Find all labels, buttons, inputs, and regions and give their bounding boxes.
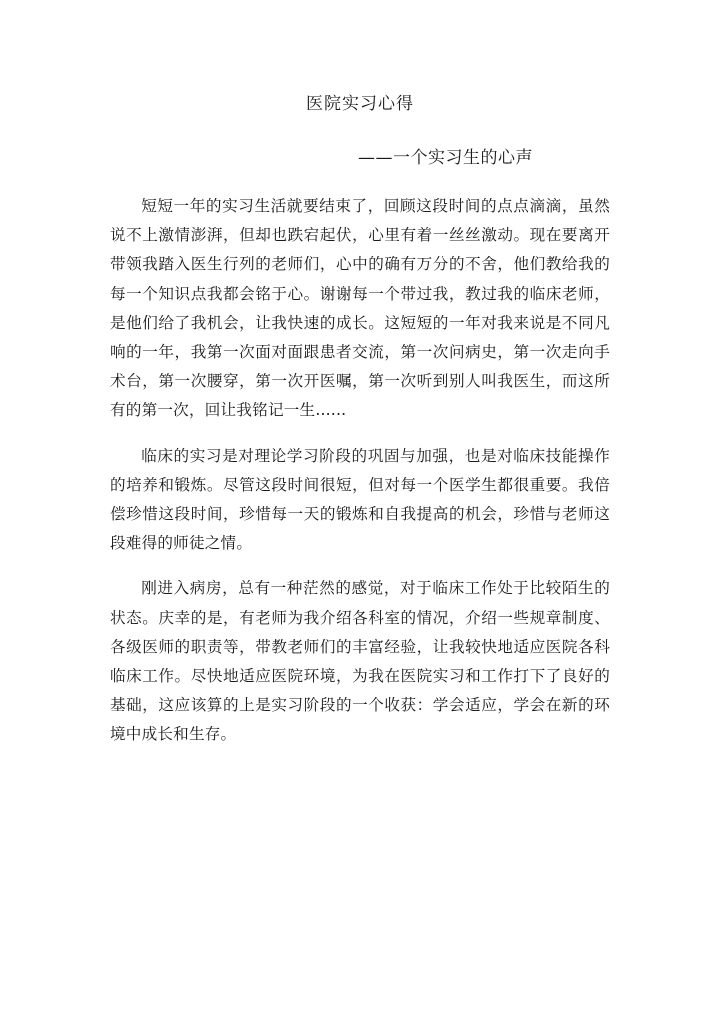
paragraph-3: 刚进入病房，总有一种茫然的感觉，对于临床工作处于比较陌生的状态。庆幸的是，有老师为我介绍各科室的情况，介绍一些规章制度、各级医师的职责等，带教老师们的丰富经验，让我较快地适应医院各科临床工作。尽快地适应医院环境，为我在医院实习和工作打下了良好的基础，这应该算的上是实习阶段的一个收获：学会适应，学会在新的环境中成长和生存。 <box>110 579 610 744</box>
document-body <box>110 192 610 766</box>
document-title: 医院实习心得 <box>306 94 414 114</box>
paragraph-2: 临床的实习是对理论学习阶段的巩固与加强，也是对临床技能操作的培养和锻炼。尽管这段时间很短，但对每一个医学生都很重要。我倍偿珍惜这段时间，珍惜每一天的锻炼和自我提高的机会，珍惜与老师这段难得的师徒之情。 <box>110 446 610 553</box>
document-subtitle: ——一个实习生的心声 <box>358 148 533 168</box>
paragraph-1: 短短一年的实习生活就要结束了，回顾这段时间的点点滴滴，虽然说不上激情澎湃，但却也跌宕起伏，心里有着一丝丝激动。现在要离开带领我踏入医生行列的老师们，心中的确有万分的不舍，他们教给我的每一个知识点我都会铭于心。谢谢每一个带过我，教过我的临床老师，是他们给了我机会，让我快速的成长。这短短的一年对我来说是不同凡响的一年，我第一次面对面跟患者交流，第一次问病史，第一次走向手术台，第一次腰穿，第一次开医嘱，第一次听到别人叫我医生，而这所有的第一次，回让我铭记一生...... <box>110 197 610 420</box>
